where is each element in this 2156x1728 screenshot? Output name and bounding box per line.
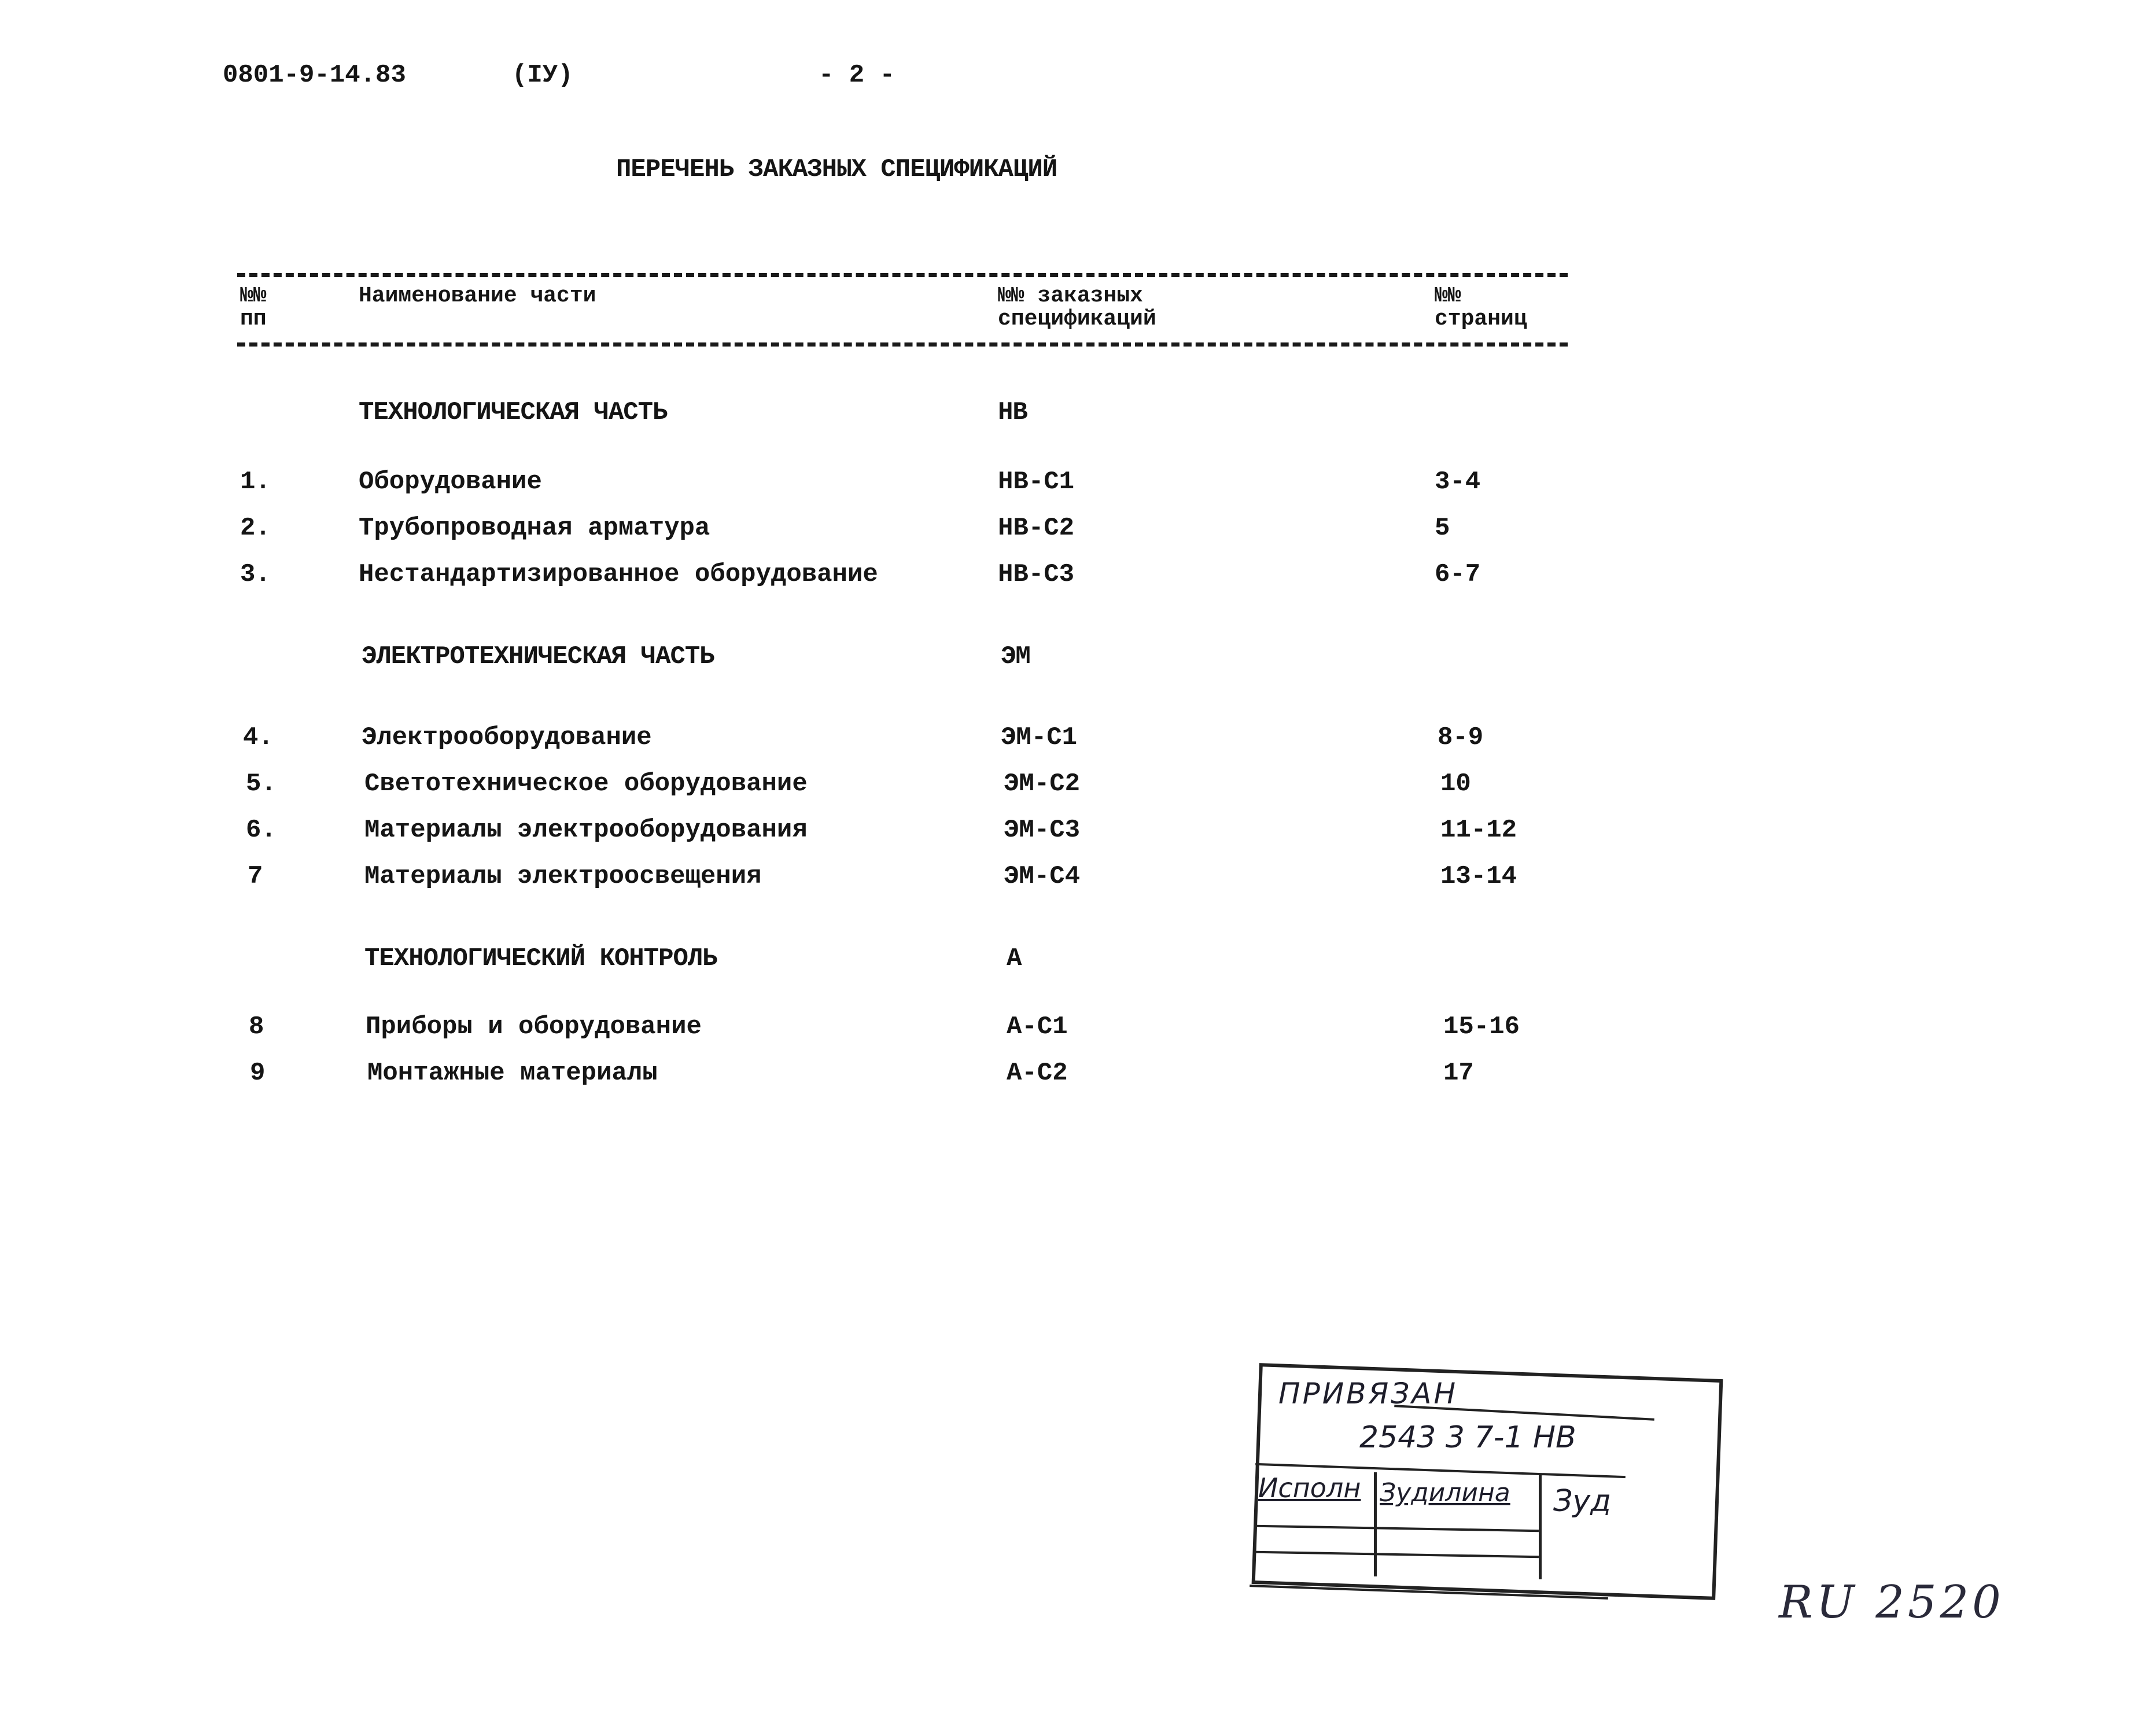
row-number: 4. [243, 723, 274, 752]
row-name: Оборудование [359, 467, 542, 496]
volume-number: (IУ) [512, 61, 573, 90]
row-name: Нестандартизированное оборудование [359, 560, 878, 589]
row-spec: А-С1 [1007, 1012, 1068, 1041]
section-title-technological: ТЕХНОЛОГИЧЕСКАЯ ЧАСТЬ [359, 398, 668, 427]
row-number: 9 [250, 1059, 266, 1088]
row-pages: 5 [1435, 514, 1450, 543]
row-name: Материалы электроосвещения [364, 862, 762, 891]
document-code: 0801-9-14.83 [223, 61, 406, 90]
row-name: Светотехническое оборудование [364, 769, 808, 798]
row-name: Электрооборудование [362, 723, 652, 752]
row-pages: 17 [1443, 1059, 1474, 1088]
row-number: 6. [246, 816, 277, 845]
stamp-signature: Зуд [1553, 1484, 1612, 1519]
stamp-executor-label: Исполн [1258, 1472, 1361, 1504]
row-spec: НВ-С1 [998, 467, 1075, 496]
row-number: 1. [240, 467, 271, 496]
handwritten-note: RU 2520 [1779, 1576, 2004, 1628]
row-number: 8 [249, 1012, 264, 1041]
row-name: Монтажные материалы [367, 1059, 658, 1088]
row-pages: 15-16 [1443, 1012, 1520, 1041]
row-pages: 13-14 [1440, 862, 1517, 891]
page-title: ПЕРЕЧЕНЬ ЗАКАЗНЫХ СПЕЦИФИКАЦИЙ [616, 155, 1057, 184]
section-code: А [1007, 944, 1022, 973]
row-number: 7 [248, 862, 263, 891]
table-top-rule [237, 273, 1568, 277]
row-spec: ЭМ-С1 [1001, 723, 1078, 752]
row-pages: 3-4 [1435, 467, 1481, 496]
row-pages: 11-12 [1440, 816, 1517, 845]
section-title-control: ТЕХНОЛОГИЧЕСКИЙ КОНТРОЛЬ [364, 944, 717, 973]
row-spec: НВ-С2 [998, 514, 1075, 543]
row-pages: 10 [1440, 769, 1471, 798]
row-number: 2. [240, 514, 271, 543]
row-name: Материалы электрооборудования [364, 816, 808, 845]
section-code: ЭМ [1001, 642, 1030, 671]
table-header-rule [237, 342, 1568, 347]
binding-stamp [1238, 1354, 1730, 1602]
row-pages: 8-9 [1438, 723, 1484, 752]
section-code: НВ [998, 398, 1027, 427]
col-header-pages: №№ страниц [1435, 283, 1527, 331]
stamp-number: 2543 3 7-1 НВ [1359, 1420, 1576, 1455]
col-header-number: №№ пп [240, 283, 267, 331]
row-spec: А-С2 [1007, 1059, 1068, 1088]
stamp-divider [1539, 1475, 1542, 1579]
row-pages: 6-7 [1435, 560, 1481, 589]
stamp-divider [1374, 1472, 1377, 1576]
row-spec: ЭМ-С2 [1004, 769, 1081, 798]
page-number: - 2 - [819, 61, 895, 90]
section-title-electrical: ЭЛЕКТРОТЕХНИЧЕСКАЯ ЧАСТЬ [362, 642, 714, 671]
col-header-spec: №№ заказных спецификаций [998, 283, 1156, 331]
row-name: Трубопроводная арматура [359, 514, 710, 543]
stamp-title: ПРИВЯЗАН [1278, 1377, 1458, 1410]
row-number: 5. [246, 769, 277, 798]
col-header-name: Наименование части [359, 283, 596, 308]
row-name: Приборы и оборудование [366, 1012, 702, 1041]
row-number: 3. [240, 560, 271, 589]
row-spec: НВ-С3 [998, 560, 1075, 589]
stamp-executor-name: Зудилина [1380, 1478, 1510, 1508]
row-spec: ЭМ-С3 [1004, 816, 1081, 845]
row-spec: ЭМ-С4 [1004, 862, 1081, 891]
